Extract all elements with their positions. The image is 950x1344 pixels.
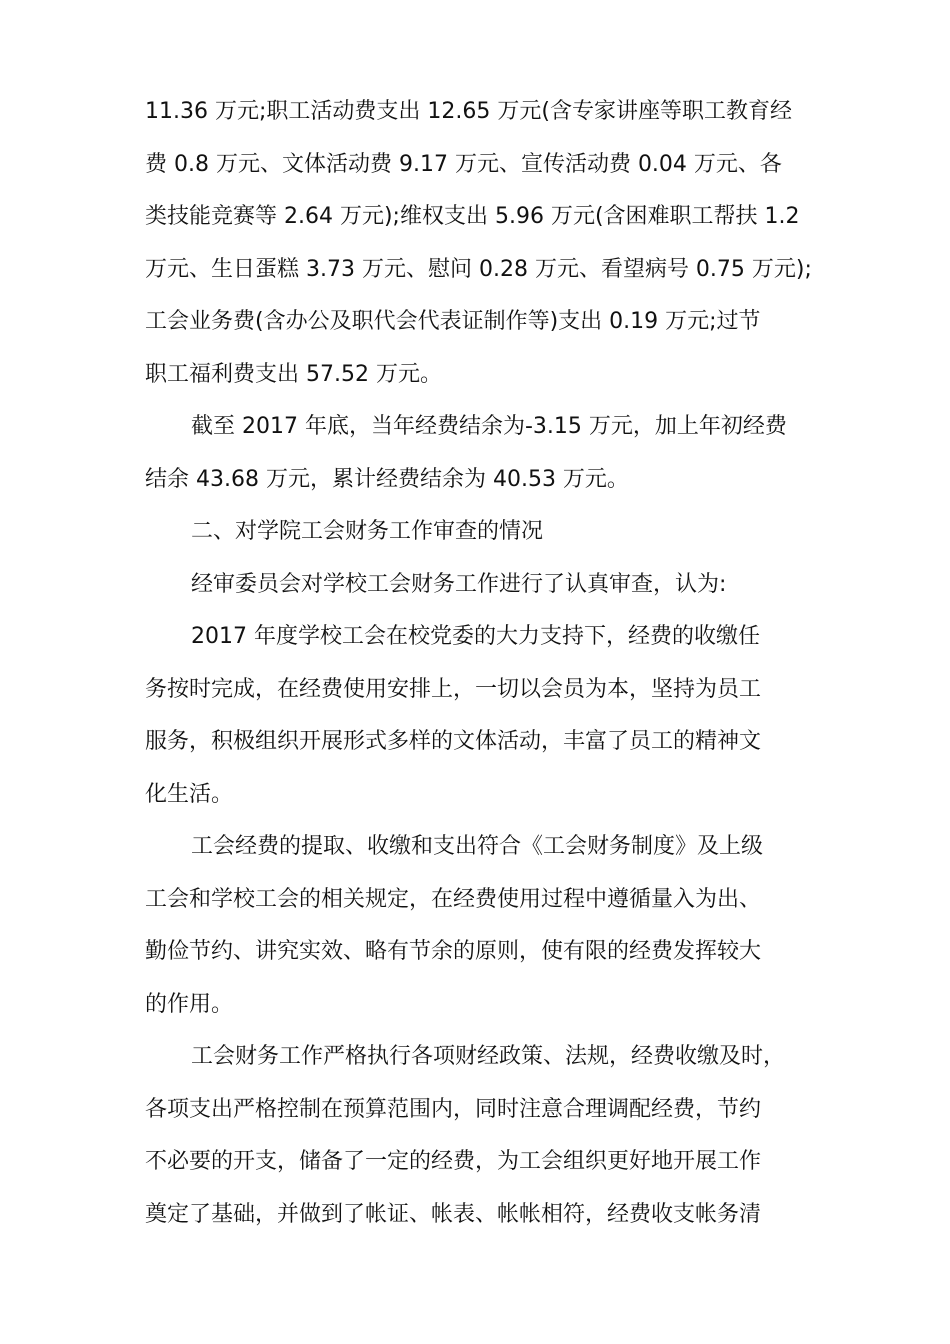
- text-line: 服务，积极组织开展形式多样的文体活动，丰富了员工的精神文: [145, 729, 762, 754]
- text-line: 二、对学院工会财务工作审查的情况: [191, 519, 544, 544]
- paragraph-review-intro: [145, 559, 825, 612]
- text-line: 的作用。: [145, 991, 234, 1017]
- text-line: 工会业务费(含办公及职代会代表证制作等)支出 0.19 万元;过节: [145, 309, 761, 334]
- paragraph-annual-summary: [145, 611, 825, 821]
- text-line: 2017 年度学校工会在校党委的大力支持下，经费的收缴任: [191, 624, 760, 649]
- text-line: 工会和学校工会的相关规定，在经费使用过程中遵循量入为出、: [145, 886, 762, 912]
- text-line: 截至 2017 年底，当年经费结余为-3.15 万元，加上年初经费: [191, 414, 787, 439]
- text-line: 类技能竞赛等 2.64 万元);维权支出 5.96 万元(含困难职工帮扶 1.2: [145, 204, 800, 229]
- text-line: 结余 43.68 万元，累计经费结余为 40.53 万元。: [145, 466, 629, 492]
- paragraph-balance: [145, 401, 825, 506]
- text-line: 职工福利费支出 57.52 万元。: [145, 361, 442, 387]
- text-line: 经审委员会对学校工会财务工作进行了认真审查，认为:: [191, 571, 727, 597]
- text-line: 工会经费的提取、收缴和支出符合《工会财务制度》及上级: [191, 834, 764, 859]
- text-line: 不必要的开支，储备了一定的经费，为工会组织更好地开展工作: [145, 1149, 762, 1174]
- text-line: 万元、生日蛋糕 3.73 万元、慰问 0.28 万元、看望病号 0.75 万元);: [145, 256, 812, 282]
- text-line: 奠定了基础，并做到了帐证、帐表、帐帐相符，经费收支帐务清: [145, 1201, 762, 1227]
- paragraph-financial-discipline: [145, 1031, 825, 1241]
- paragraph-compliance: [145, 821, 825, 1031]
- text-line: 勤俭节约、讲究实效、略有节余的原则，使有限的经费发挥较大: [145, 939, 762, 964]
- text-line: 务按时完成，在经费使用安排上，一切以会员为本，坚持为员工: [145, 676, 762, 702]
- text-line: 化生活。: [145, 781, 234, 807]
- document-body: [145, 86, 825, 1241]
- text-line: 各项支出严格控制在预算范围内，同时注意合理调配经费，节约: [145, 1096, 762, 1122]
- paragraph-expenditure-details: [145, 86, 825, 401]
- text-line: 工会财务工作严格执行各项财经政策、法规，经费收缴及时，: [191, 1044, 786, 1069]
- section-heading: [145, 506, 825, 559]
- text-line: 11.36 万元;职工活动费支出 12.65 万元(含专家讲座等职工教育经: [145, 99, 792, 124]
- text-line: 费 0.8 万元、文体活动费 9.17 万元、宣传活动费 0.04 万元、各: [145, 151, 782, 177]
